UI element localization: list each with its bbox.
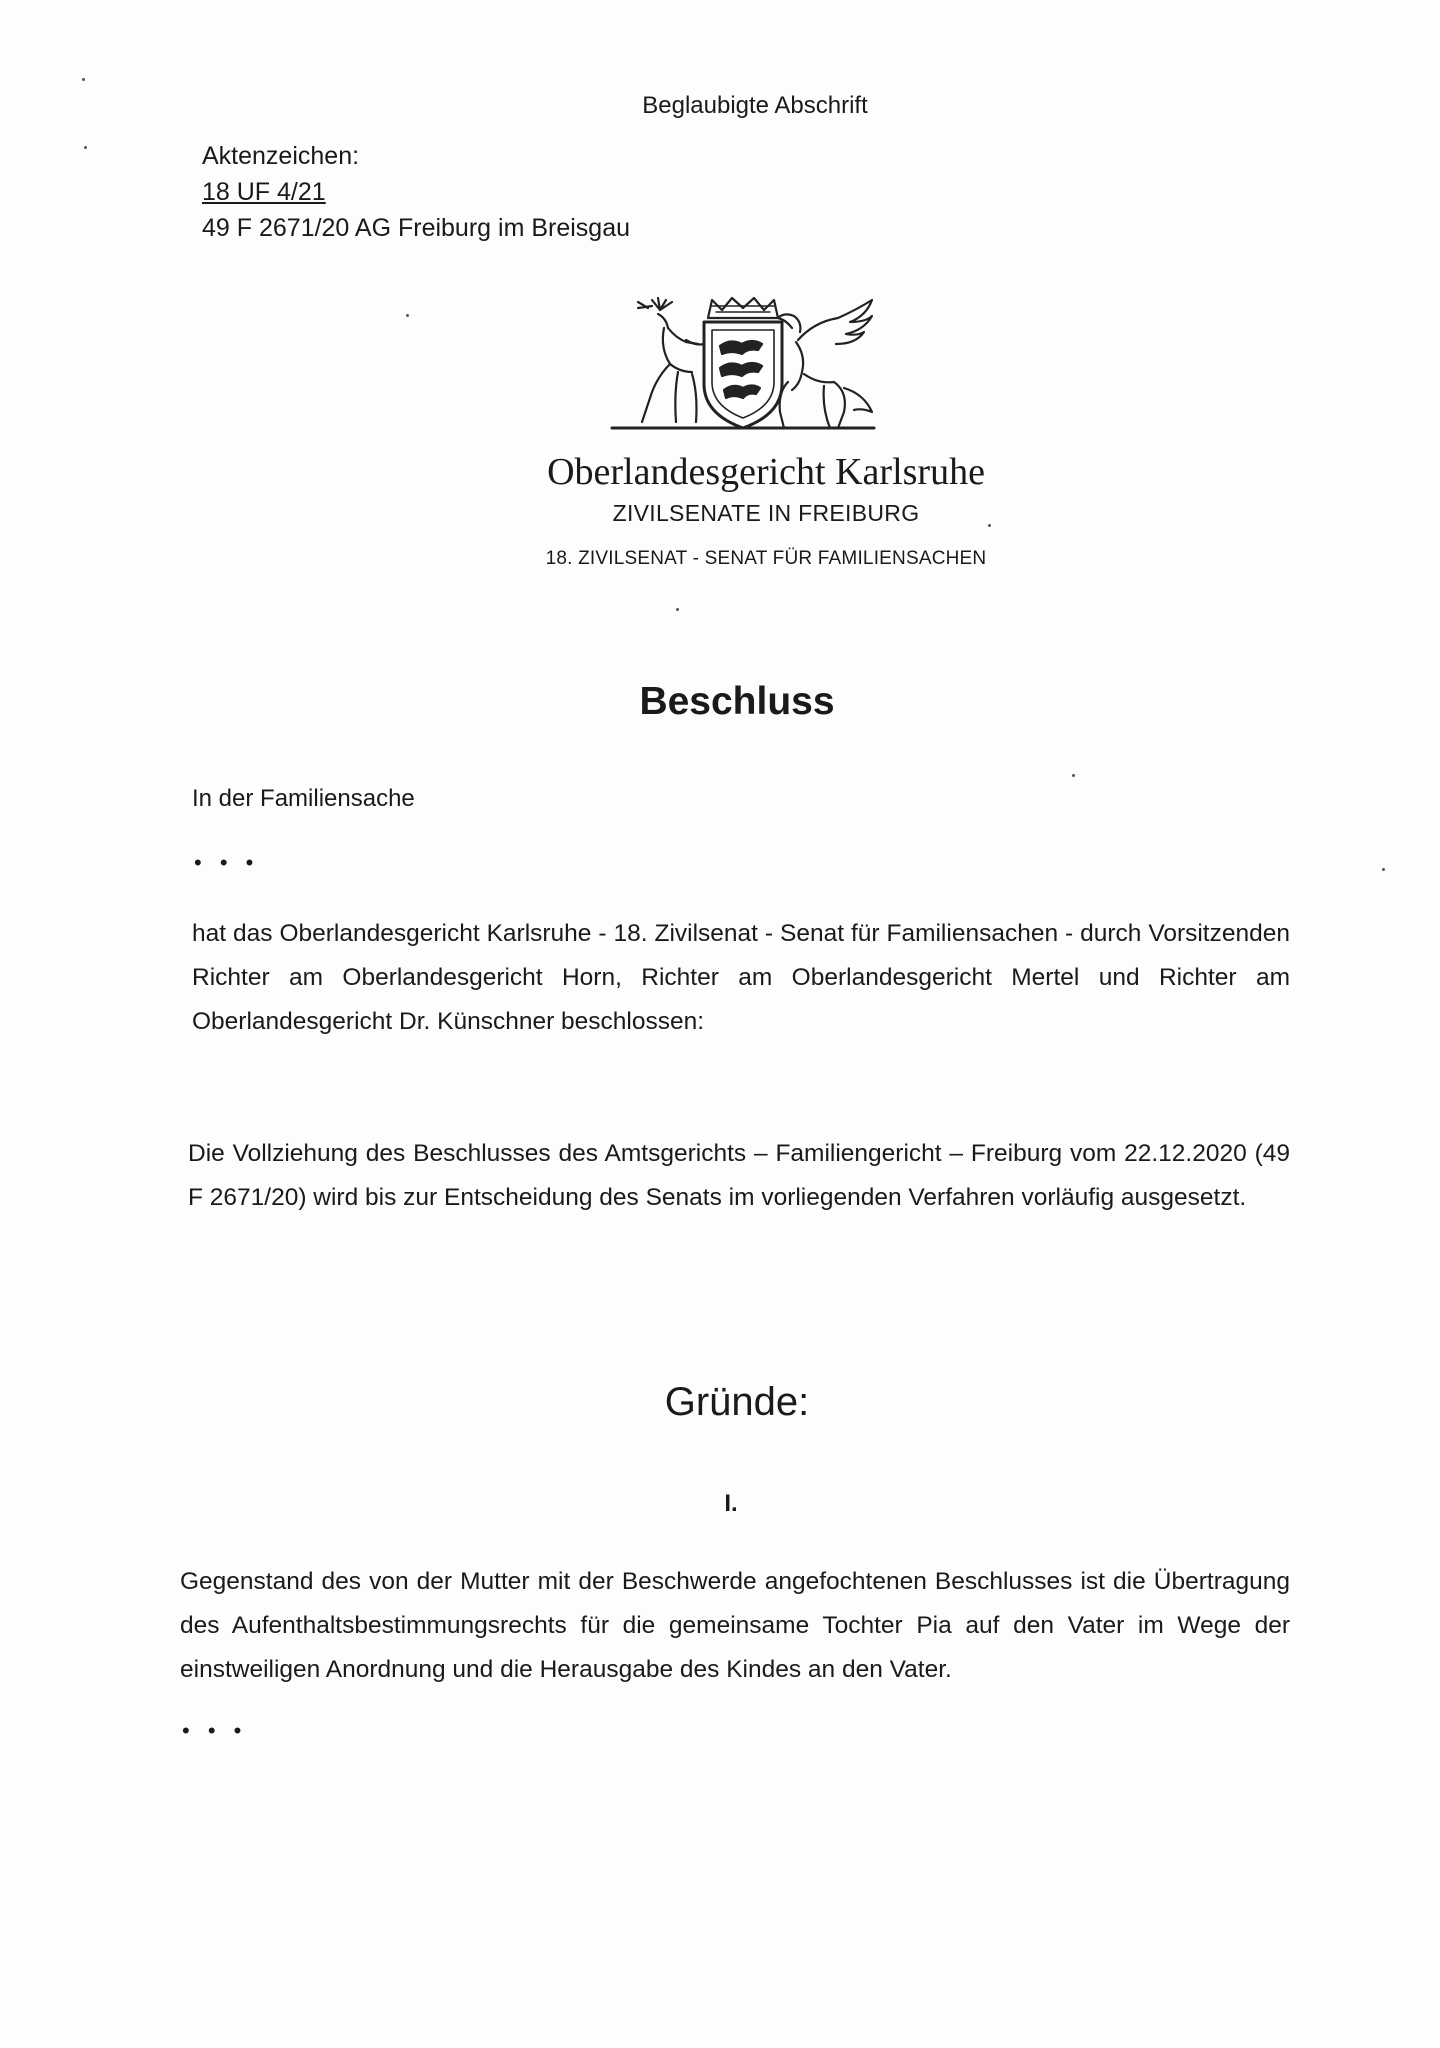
scan-speck [988,524,991,527]
file-number-label: Aktenzeichen: [202,142,360,170]
panel-paragraph: hat das Oberlandesgericht Karlsruhe - 18. Zivilsenat - Senat für Familiensachen - durch Vorsitzenden Richter am Oberlandesgericht Horn, Richter am Oberlandesgericht Mertel und Richter am Oberlandesgericht Dr. Künschner beschlossen: [192,920,1290,1035]
certified-copy-label: Beglaubigte Abschrift [642,92,868,119]
case-intro: In der Familiensache [192,785,415,812]
file-number-lower-court: 49 F 2671/20 AG Freiburg im Breisgau [202,214,631,242]
section-number: I. [724,1490,738,1517]
ruling-paragraph: Die Vollziehung des Beschlusses des Amtsgerichts – Familiengericht – Freiburg vom 22.12.2020 (49 F 2671/20) wird bis zur Entscheidung des Senats im vorliegenden Verfahren vorläufig ausgesetzt. [188,1140,1290,1211]
scan-speck [1382,868,1385,871]
reasons-heading: Gründe: [664,1380,810,1424]
scan-speck [82,78,85,81]
scan-speck [406,314,409,317]
file-number-appeal: 18 UF 4/21 [202,178,326,206]
coat-of-arms-icon [608,296,878,436]
decision-title: Beschluss [639,680,835,723]
court-name: Oberlandesgericht Karlsruhe [547,451,985,493]
scan-speck [1072,774,1075,777]
omission-marker-end: • • • [182,1718,248,1743]
court-division: ZIVILSENATE IN FREIBURG [612,500,920,526]
scan-speck [676,608,679,611]
court-senate: 18. ZIVILSENAT - SENAT FÜR FAMILIENSACHEN [545,548,987,569]
reasons-paragraph: Gegenstand des von der Mutter mit der Beschwerde angefochtenen Beschlusses ist die Übertragung des Aufenthaltsbestimmungsrechts für die gemeinsame Tochter Pia auf den Vater im Wege der einstweiligen Anordnung und die Herausgabe des Kindes an den Vater. [180,1568,1290,1683]
file-number-block [202,138,630,246]
omission-marker: • • • [194,850,260,875]
scan-speck [84,146,87,149]
